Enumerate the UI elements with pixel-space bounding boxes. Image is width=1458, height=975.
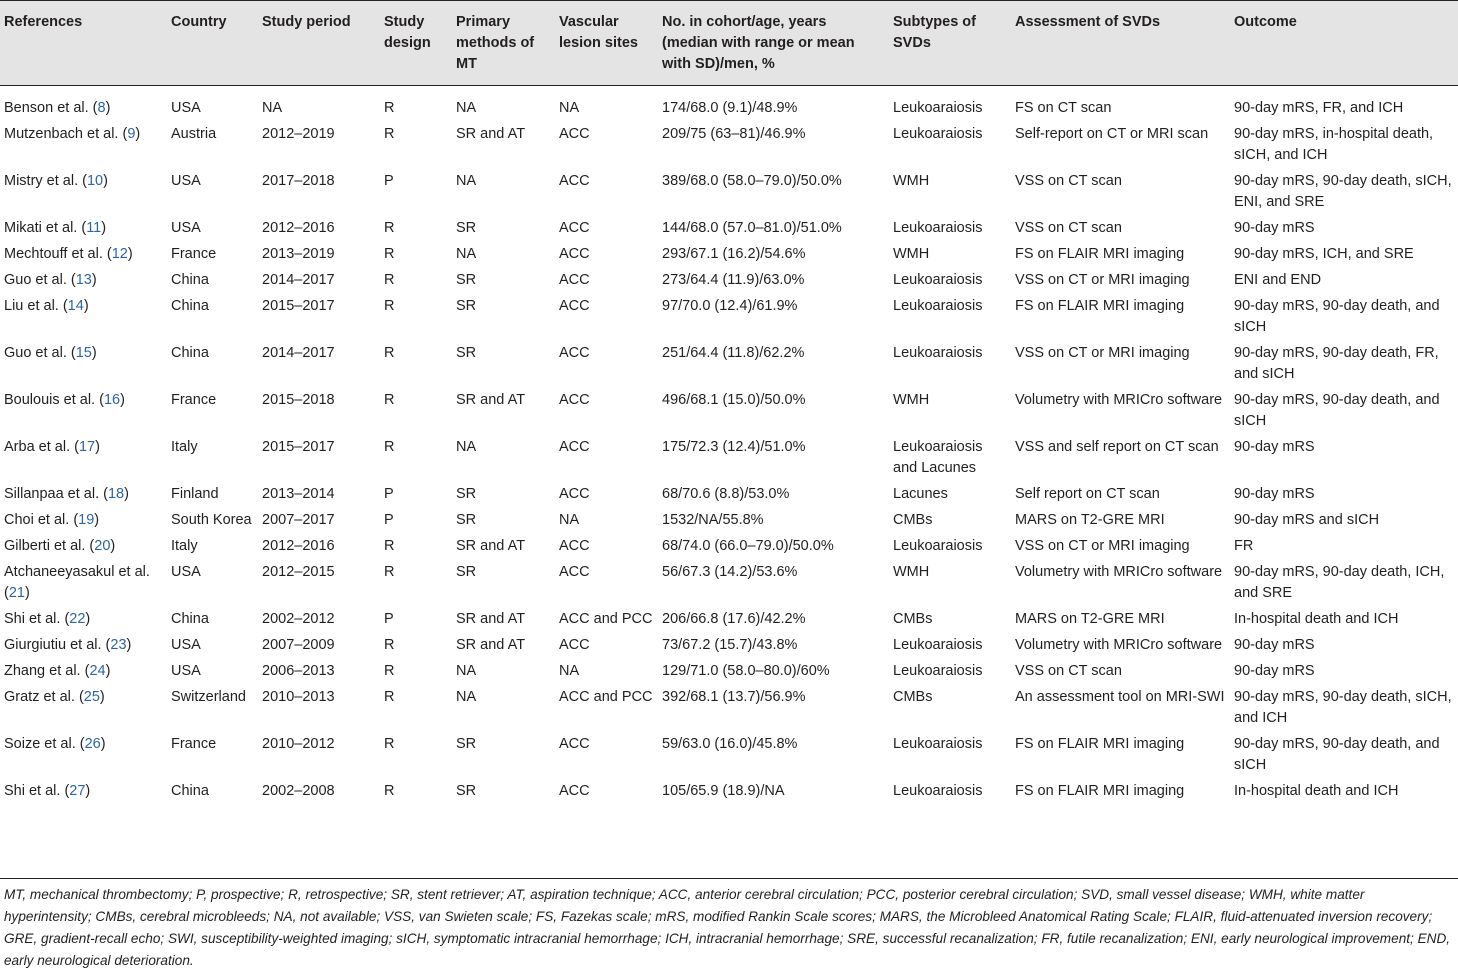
cell-assessment: VSS on CT scan (1015, 663, 1122, 679)
cell-country: Austria (171, 126, 217, 142)
cell-subtype: WMH (893, 564, 930, 580)
reference-close: ) (103, 173, 108, 189)
cell-reference (0, 778, 167, 804)
reference-close: ) (135, 126, 141, 142)
cell-outcome: 90-day mRS (1234, 220, 1315, 236)
cell-study-period: 2015–2018 (262, 392, 335, 408)
cell-cohort: 1532/NA/55.8% (662, 512, 764, 528)
cell-study-period: 2012–2019 (262, 126, 335, 142)
reference-link[interactable]: 16 (103, 392, 121, 408)
cell-country: France (171, 736, 217, 752)
cell-country: USA (171, 564, 201, 580)
table-row (0, 340, 1458, 387)
cell-country: China (171, 298, 209, 314)
reference-link[interactable]: 24 (89, 663, 106, 679)
cell-assessment: MARS on T2-GRE MRI (1015, 512, 1165, 528)
cell-study-period: 2014–2017 (262, 345, 335, 361)
cell-country: China (171, 783, 209, 799)
cell-cohort: 144/68.0 (57.0–81.0)/51.0% (662, 220, 842, 236)
cell-outcome: In-hospital death and ICH (1234, 611, 1399, 627)
cell-study-period: 2007–2017 (262, 512, 335, 528)
cell-vascular-site: ACC (559, 637, 590, 653)
reference-link[interactable]: 10 (86, 173, 104, 189)
cell-primary-method: SR (456, 220, 477, 236)
cell-assessment: VSS on CT scan (1015, 173, 1122, 189)
cell-reference (0, 241, 167, 267)
cell-assessment: MARS on T2-GRE MRI (1015, 611, 1165, 627)
reference-text: Shi et al. ( (4, 783, 70, 799)
cell-outcome: 90-day mRS (1234, 439, 1315, 455)
reference-close: ) (91, 272, 97, 288)
cell-vascular-site: ACC (559, 298, 590, 314)
cell-outcome: 90-day mRS (1234, 486, 1315, 502)
cell-reference (0, 606, 167, 632)
cell-outcome: 90-day mRS, FR, and ICH (1234, 100, 1404, 116)
cell-country: Italy (171, 538, 198, 554)
cell-cohort: 392/68.1 (13.7)/56.9% (662, 689, 806, 705)
cell-outcome: FR (1234, 538, 1254, 554)
reference-text: Giurgiutiu et al. ( (4, 637, 111, 653)
cell-subtype: Leukoaraiosis and Lacunes (893, 439, 983, 476)
cell-study-period: 2012–2016 (262, 220, 335, 236)
table-row (0, 267, 1458, 293)
reference-close: ) (83, 298, 89, 314)
reference-text: Mikati et al. ( (4, 220, 87, 236)
header-vascular-sites: Vascular lesion sites (555, 1, 658, 86)
cell-reference (0, 267, 167, 293)
cell-outcome: 90-day mRS, in-hospital death, sICH, and ICH (1234, 126, 1434, 163)
cell-reference (0, 387, 167, 434)
cell-study-design: R (384, 783, 395, 799)
reference-text: Guo et al. ( (4, 345, 76, 361)
cell-assessment: VSS on CT or MRI imaging (1015, 272, 1190, 288)
cell-outcome: 90-day mRS, 90-day death, sICH, and ICH (1234, 689, 1452, 726)
reference-text: Gratz et al. ( (4, 689, 84, 705)
cell-outcome: 90-day mRS, ICH, and SRE (1234, 246, 1414, 262)
cell-study-period: 2006–2013 (262, 663, 335, 679)
cell-assessment: Volumetry with MRICro software (1015, 392, 1223, 408)
cell-cohort: 293/67.1 (16.2)/54.6% (662, 246, 806, 262)
cell-study-design: R (384, 100, 395, 116)
cell-study-design: R (384, 564, 395, 580)
cell-cohort: 73/67.2 (15.7)/43.8% (662, 637, 798, 653)
cell-study-period: 2017–2018 (262, 173, 335, 189)
cell-reference (0, 507, 167, 533)
header-primary-methods: Primary methods of MT (452, 1, 555, 86)
table-row (0, 731, 1458, 778)
cell-assessment: VSS on CT or MRI imaging (1015, 345, 1190, 361)
cell-vascular-site: ACC (559, 783, 590, 799)
reference-link[interactable]: 8 (97, 100, 106, 116)
cell-subtype: Leukoaraiosis (893, 126, 983, 142)
cell-assessment: Self report on CT scan (1015, 486, 1160, 502)
reference-text: Mistry et al. ( (4, 173, 87, 189)
cell-study-design: R (384, 272, 395, 288)
cell-study-design: R (384, 220, 395, 236)
cell-subtype: Leukoaraiosis (893, 783, 983, 799)
cell-study-design: P (384, 611, 394, 627)
cell-cohort: 273/64.4 (11.9)/63.0% (662, 272, 805, 288)
cell-subtype: WMH (893, 246, 930, 262)
cell-reference (0, 168, 167, 215)
cell-assessment: VSS and self report on CT scan (1015, 439, 1219, 455)
cell-study-period: 2010–2013 (262, 689, 335, 705)
cell-vascular-site: ACC (559, 345, 590, 361)
reference-link[interactable]: 12 (111, 246, 128, 262)
cell-subtype: Leukoaraiosis (893, 538, 983, 554)
cell-reference (0, 684, 167, 731)
cell-subtype: WMH (893, 173, 930, 189)
cell-vascular-site: NA (559, 512, 580, 528)
cell-study-design: P (384, 512, 394, 528)
reference-close: ) (110, 538, 116, 554)
header-references: References (0, 1, 167, 86)
reference-link[interactable]: 9 (127, 126, 136, 142)
cell-reference (0, 121, 167, 168)
cell-primary-method: NA (456, 173, 477, 189)
cell-outcome: 90-day mRS, 90-day death, FR, and sICH (1234, 345, 1439, 382)
cell-study-design: R (384, 689, 395, 705)
cell-cohort: 175/72.3 (12.4)/51.0% (662, 439, 806, 455)
cell-vascular-site: ACC (559, 538, 590, 554)
reference-close: ) (124, 486, 129, 502)
cell-vascular-site: ACC (559, 126, 590, 142)
table-row (0, 241, 1458, 267)
cell-study-design: R (384, 439, 395, 455)
cell-primary-method: SR (456, 272, 477, 288)
cell-primary-method: SR (456, 736, 477, 752)
cell-assessment: An assessment tool on MRI-SWI (1015, 689, 1225, 705)
cell-vascular-site: ACC (559, 392, 590, 408)
cell-assessment: Volumetry with MRICro software (1015, 637, 1223, 653)
cell-primary-method: SR and AT (456, 392, 526, 408)
table-header-row (0, 1, 1458, 86)
header-outcome: Outcome (1230, 1, 1458, 86)
cell-assessment: Volumetry with MRICro software (1015, 564, 1223, 580)
cell-primary-method: NA (456, 439, 477, 455)
reference-text: Zhang et al. ( (4, 663, 90, 679)
reference-link[interactable]: 13 (75, 272, 92, 288)
reference-text: Benson et al. ( (4, 100, 98, 116)
cell-vascular-site: NA (559, 100, 580, 116)
cell-cohort: 129/71.0 (58.0–80.0)/60% (662, 663, 830, 679)
cell-study-design: R (384, 392, 395, 408)
cell-reference (0, 731, 167, 778)
reference-text: Mechtouff et al. ( (4, 246, 112, 262)
reference-text: Boulouis et al. ( (4, 392, 104, 408)
cell-study-period: 2012–2015 (262, 564, 335, 580)
reference-close: ) (94, 512, 100, 528)
cell-primary-method: NA (456, 246, 477, 262)
reference-link[interactable]: 15 (75, 345, 92, 361)
cell-subtype: Leukoaraiosis (893, 220, 983, 236)
header-subtypes: Subtypes of SVDs (889, 1, 1011, 86)
reference-close: ) (105, 663, 111, 679)
cell-subtype: Leukoaraiosis (893, 272, 983, 288)
cell-primary-method: NA (456, 689, 477, 705)
table-row (0, 533, 1458, 559)
cell-primary-method: SR (456, 298, 477, 314)
reference-close: ) (126, 637, 132, 653)
cell-cohort: 105/65.9 (18.9)/NA (662, 783, 785, 799)
cell-study-period: NA (262, 100, 283, 116)
cell-study-design: P (384, 486, 394, 502)
cell-subtype: Leukoaraiosis (893, 736, 983, 752)
reference-text: Arba et al. ( (4, 439, 79, 455)
cell-outcome: ENI and END (1234, 272, 1322, 288)
reference-text: Mutzenbach et al. ( (4, 126, 128, 142)
cell-outcome: 90-day mRS, 90-day death, and sICH (1234, 298, 1440, 335)
table-row (0, 434, 1458, 481)
cell-outcome: In-hospital death and ICH (1234, 783, 1399, 799)
cell-outcome: 90-day mRS (1234, 637, 1315, 653)
cell-study-design: R (384, 736, 395, 752)
cell-cohort: 174/68.0 (9.1)/48.9% (662, 100, 798, 116)
cell-assessment: Self-report on CT or MRI scan (1015, 126, 1209, 142)
cell-study-period: 2007–2009 (262, 637, 335, 653)
reference-link[interactable]: 23 (110, 637, 127, 653)
cell-subtype: Leukoaraiosis (893, 298, 983, 314)
reference-close: ) (127, 246, 133, 262)
table-row (0, 507, 1458, 533)
table-row (0, 658, 1458, 684)
header-cohort: No. in cohort/age, years (median with range or mean with SD)/men, % (658, 1, 889, 86)
reference-close: ) (24, 585, 30, 601)
cell-vascular-site: ACC (559, 220, 590, 236)
cell-country: Finland (171, 486, 219, 502)
cell-primary-method: SR (456, 345, 477, 361)
cell-cohort: 59/63.0 (16.0)/45.8% (662, 736, 798, 752)
table-row (0, 121, 1458, 168)
cell-primary-method: SR and AT (456, 611, 526, 627)
cell-reference (0, 215, 167, 241)
cell-subtype: Lacunes (893, 486, 948, 502)
cell-reference (0, 481, 167, 507)
reference-text: Gilberti et al. ( (4, 538, 95, 554)
cell-vascular-site: ACC (559, 564, 590, 580)
cell-study-period: 2015–2017 (262, 439, 335, 455)
reference-text: Soize et al. ( (4, 736, 85, 752)
reference-link[interactable]: 26 (84, 736, 101, 752)
cell-assessment: FS on FLAIR MRI imaging (1015, 736, 1185, 752)
cell-vascular-site: ACC (559, 439, 590, 455)
cell-subtype: Leukoaraiosis (893, 345, 983, 361)
cell-vascular-site: ACC (559, 272, 590, 288)
cell-reference (0, 293, 167, 340)
table-row (0, 86, 1458, 122)
header-country: Country (167, 1, 258, 86)
cell-reference (0, 533, 167, 559)
cell-outcome: 90-day mRS, 90-day death, ICH, and SRE (1234, 564, 1445, 601)
cell-study-design: P (384, 173, 394, 189)
cell-primary-method: SR and AT (456, 126, 526, 142)
reference-close: ) (95, 439, 100, 455)
cell-country: China (171, 345, 209, 361)
cell-country: South Korea (171, 512, 252, 528)
cell-primary-method: SR and AT (456, 538, 526, 554)
cell-reference (0, 340, 167, 387)
cell-assessment: FS on FLAIR MRI imaging (1015, 298, 1185, 314)
reference-close: ) (99, 689, 105, 705)
reference-text: Sillanpaa et al. ( (4, 486, 108, 502)
cell-study-period: 2002–2012 (262, 611, 335, 627)
cell-country: China (171, 611, 209, 627)
reference-text: Shi et al. ( (4, 611, 70, 627)
table-row (0, 778, 1458, 804)
reference-close: ) (91, 345, 97, 361)
cell-country: USA (171, 173, 201, 189)
cell-subtype: WMH (893, 392, 930, 408)
cell-outcome: 90-day mRS, 90-day death, and sICH (1234, 392, 1440, 429)
table-row (0, 293, 1458, 340)
reference-link[interactable]: 14 (67, 298, 84, 314)
cell-study-design: R (384, 637, 395, 653)
cell-vascular-site: ACC and PCC (559, 611, 653, 627)
reference-link[interactable]: 25 (83, 689, 100, 705)
reference-close: ) (85, 611, 91, 627)
cell-outcome: 90-day mRS (1234, 663, 1315, 679)
cell-country: USA (171, 220, 201, 236)
cell-reference (0, 658, 167, 684)
table-row (0, 168, 1458, 215)
table-footnote: MT, mechanical thrombectomy; P, prospective; R, retrospective; SR, stent retriever; AT, aspiration technique; ACC, anterior cerebral circulation; PCC, posterior cerebral circulation; SVD, small vessel disease; WMH, white matter hyperintensity; CMBs, cerebral microbleeds; NA, not available; VSS, van Swieten scale; FS, Fazekas scale; mRS, modified Rankin Scale scores; MARS, the Microbleed Anatomical Rating Scale; FLAIR, fluid-attenuated inversion recovery; GRE, gradient-recall echo; SWI, susceptibility-weighted imaging; sICH, symptomatic intracranial hemorrhage; ICH, intracranial hemorrhage; SRE, successful recanalization; FR, futile recanalization; ENI, early neurological improvement; END, early neurological deterioration. (4, 887, 1451, 968)
cell-assessment: FS on FLAIR MRI imaging (1015, 783, 1185, 799)
cell-primary-method: SR (456, 486, 477, 502)
cell-study-design: R (384, 126, 395, 142)
cell-country: USA (171, 637, 201, 653)
cell-outcome: 90-day mRS and sICH (1234, 512, 1380, 528)
cell-country: Switzerland (171, 689, 246, 705)
cell-cohort: 251/64.4 (11.8)/62.2% (662, 345, 805, 361)
cell-vascular-site: ACC (559, 736, 590, 752)
reference-text: Liu et al. ( (4, 298, 68, 314)
cell-study-period: 2015–2017 (262, 298, 335, 314)
cell-primary-method: NA (456, 663, 477, 679)
cell-study-design: R (384, 538, 395, 554)
cell-assessment: VSS on CT scan (1015, 220, 1122, 236)
cell-country: USA (171, 100, 201, 116)
cell-cohort: 209/75 (63–81)/46.9% (662, 126, 806, 142)
cell-country: China (171, 272, 209, 288)
header-study-design: Study design (380, 1, 452, 86)
reference-close: ) (101, 220, 107, 236)
cell-subtype: Leukoaraiosis (893, 663, 983, 679)
reference-text: Guo et al. ( (4, 272, 76, 288)
cell-primary-method: SR (456, 512, 477, 528)
cell-outcome: 90-day mRS, 90-day death, and sICH (1234, 736, 1440, 773)
reference-link[interactable]: 27 (69, 783, 86, 799)
cell-primary-method: NA (456, 100, 477, 116)
reference-link[interactable]: 19 (78, 512, 95, 528)
cell-cohort: 389/68.0 (58.0–79.0)/50.0% (662, 173, 842, 189)
reference-text: Atchaneeyasakul et al. ( (4, 564, 150, 601)
cell-study-period: 2002–2008 (262, 783, 335, 799)
cell-assessment: FS on FLAIR MRI imaging (1015, 246, 1185, 262)
cell-cohort: 56/67.3 (14.2)/53.6% (662, 564, 798, 580)
cell-assessment: VSS on CT or MRI imaging (1015, 538, 1190, 554)
cell-study-design: R (384, 298, 395, 314)
table-row (0, 559, 1458, 606)
cell-country: France (171, 246, 217, 262)
reference-link[interactable]: 22 (69, 611, 86, 627)
cell-subtype: CMBs (893, 689, 933, 705)
table-row (0, 684, 1458, 731)
reference-link[interactable]: 21 (8, 585, 25, 601)
cell-cohort: 206/66.8 (17.6)/42.2% (662, 611, 806, 627)
cell-primary-method: SR (456, 564, 477, 580)
table-row (0, 481, 1458, 507)
cell-reference (0, 86, 167, 122)
cell-subtype: Leukoaraiosis (893, 637, 983, 653)
cell-study-period: 2014–2017 (262, 272, 335, 288)
table-row (0, 606, 1458, 632)
cell-country: Italy (171, 439, 198, 455)
cell-vascular-site: ACC (559, 246, 590, 262)
cell-assessment: FS on CT scan (1015, 100, 1112, 116)
table-bottom-rule (0, 878, 1458, 879)
cell-cohort: 68/74.0 (66.0–79.0)/50.0% (662, 538, 834, 554)
reference-close: ) (100, 736, 106, 752)
cell-reference (0, 559, 167, 606)
cell-vascular-site: ACC (559, 173, 590, 189)
table-row (0, 632, 1458, 658)
cell-country: USA (171, 663, 201, 679)
cell-study-period: 2013–2014 (262, 486, 335, 502)
cell-study-design: R (384, 246, 395, 262)
reference-text: Choi et al. ( (4, 512, 79, 528)
cell-study-period: 2010–2012 (262, 736, 335, 752)
reference-close: ) (105, 100, 111, 116)
cell-reference (0, 632, 167, 658)
cell-cohort: 97/70.0 (12.4)/61.9% (662, 298, 798, 314)
reference-link[interactable]: 17 (78, 439, 96, 455)
cell-cohort: 496/68.1 (15.0)/50.0% (662, 392, 806, 408)
cell-outcome: 90-day mRS, 90-day death, sICH, ENI, and SRE (1234, 173, 1452, 210)
cell-primary-method: SR (456, 783, 477, 799)
cell-country: France (171, 392, 217, 408)
cell-vascular-site: NA (559, 663, 580, 679)
reference-link[interactable]: 20 (94, 538, 111, 554)
cell-primary-method: SR and AT (456, 637, 526, 653)
cell-subtype: CMBs (893, 512, 933, 528)
cell-vascular-site: ACC and PCC (559, 689, 653, 705)
reference-close: ) (120, 392, 125, 408)
cell-reference (0, 434, 167, 481)
cell-subtype: Leukoaraiosis (893, 100, 983, 116)
table-row (0, 215, 1458, 241)
reference-link[interactable]: 11 (86, 220, 102, 236)
cell-study-design: R (384, 345, 395, 361)
table-row (0, 387, 1458, 434)
reference-close: ) (85, 783, 91, 799)
cell-study-design: R (384, 663, 395, 679)
cell-vascular-site: ACC (559, 486, 590, 502)
header-assessment: Assessment of SVDs (1011, 1, 1230, 86)
cell-subtype: CMBs (893, 611, 933, 627)
cell-cohort: 68/70.6 (8.8)/53.0% (662, 486, 790, 502)
reference-link[interactable]: 18 (107, 486, 125, 502)
header-study-period: Study period (258, 1, 380, 86)
cell-study-period: 2012–2016 (262, 538, 335, 554)
cell-study-period: 2013–2019 (262, 246, 335, 262)
